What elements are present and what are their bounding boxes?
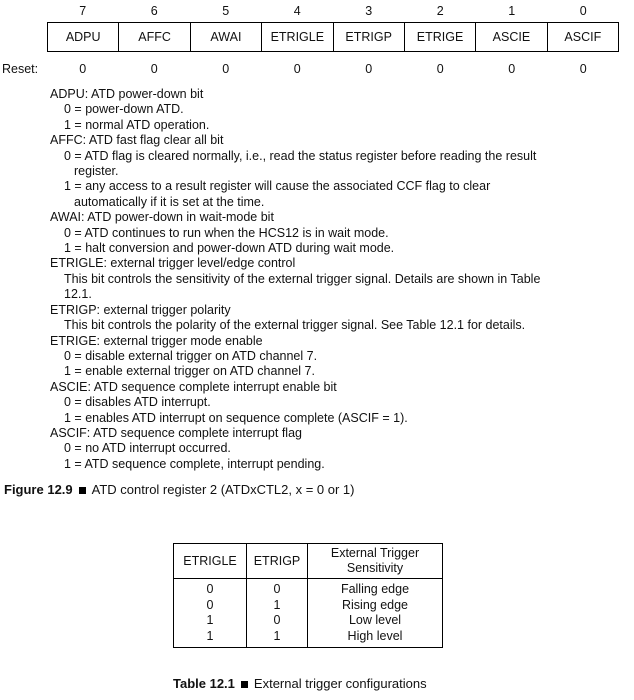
description-line: register. bbox=[74, 164, 119, 179]
bit-field-etrigle: ETRIGLE bbox=[262, 23, 333, 51]
table-cell: 0 bbox=[247, 579, 308, 598]
bit-number: 3 bbox=[365, 4, 373, 18]
bit-number-row bbox=[47, 4, 619, 20]
description-heading: AWAI: ATD power-down in wait-mode bit bbox=[50, 210, 274, 225]
bit-field-ascie: ASCIE bbox=[476, 23, 547, 51]
description-heading: ASCIF: ATD sequence complete interrupt flag bbox=[50, 425, 302, 440]
table-caption bbox=[173, 676, 427, 691]
square-bullet-icon bbox=[79, 487, 86, 494]
bit-number: 6 bbox=[150, 4, 158, 18]
header-etrigp: ETRIGP bbox=[247, 544, 308, 579]
table-cell: Low level bbox=[308, 613, 443, 629]
square-bullet-icon bbox=[241, 681, 248, 688]
bit-number: 1 bbox=[508, 4, 516, 18]
reset-value: 0 bbox=[222, 62, 230, 76]
description-line: 1 = enables ATD interrupt on sequence complete (ASCIF = 1). bbox=[64, 410, 408, 425]
bit-number: 5 bbox=[222, 4, 230, 18]
reset-value: 0 bbox=[365, 62, 373, 76]
reset-value: 0 bbox=[79, 62, 87, 76]
reset-value: 0 bbox=[436, 62, 444, 76]
table-cell: 0 bbox=[247, 613, 308, 629]
description-heading: ETRIGE: external trigger mode enable bbox=[50, 333, 263, 348]
description-line: 0 = disable external trigger on ATD channel 7. bbox=[64, 348, 318, 363]
table-caption-text: External trigger configurations bbox=[253, 676, 427, 691]
description-line: 1 = ATD sequence complete, interrupt pending. bbox=[64, 456, 325, 471]
register-bit-fields bbox=[47, 22, 619, 52]
header-etrigle: ETRIGLE bbox=[174, 544, 247, 579]
description-line: 1 = halt conversion and power-down ATD during wait mode. bbox=[64, 241, 395, 256]
table-row bbox=[174, 579, 443, 598]
table-row bbox=[174, 613, 443, 629]
figure-caption bbox=[4, 482, 354, 497]
description-line: 0 = ATD flag is cleared normally, i.e., read the status register before reading the result bbox=[64, 148, 537, 163]
bit-field-etrigp: ETRIGP bbox=[334, 23, 405, 51]
table-cell: 1 bbox=[247, 598, 308, 614]
description-heading: AFFC: ATD fast flag clear all bit bbox=[50, 133, 224, 148]
description-line: 0 = disables ATD interrupt. bbox=[64, 395, 211, 410]
bit-number: 0 bbox=[579, 4, 587, 18]
reset-value: 0 bbox=[579, 62, 587, 76]
description-heading: ETRIGP: external trigger polarity bbox=[50, 302, 231, 317]
table-cell: Rising edge bbox=[308, 598, 443, 614]
reset-value: 0 bbox=[508, 62, 516, 76]
table-cell: 0 bbox=[174, 598, 247, 614]
header-sensitivity bbox=[308, 544, 443, 579]
bit-number: 2 bbox=[436, 4, 444, 18]
bit-number: 7 bbox=[79, 4, 87, 18]
reset-value: 0 bbox=[150, 62, 158, 76]
bit-field-etrige: ETRIGE bbox=[405, 23, 476, 51]
description-line: 0 = ATD continues to run when the HCS12 is in wait mode. bbox=[64, 225, 389, 240]
bit-field-affc: AFFC bbox=[119, 23, 190, 51]
description-line: automatically if it is set at the time. bbox=[74, 194, 265, 209]
bit-descriptions bbox=[50, 87, 610, 472]
table-row bbox=[174, 629, 443, 648]
table-cell: 1 bbox=[174, 613, 247, 629]
bit-field-ascif: ASCIF bbox=[564, 30, 602, 44]
description-line: 1 = enable external trigger on ATD channel 7. bbox=[64, 364, 315, 379]
description-line: This bit controls the sensitivity of the external trigger signal. Details are shown in Table bbox=[64, 271, 541, 286]
bit-number: 4 bbox=[293, 4, 301, 18]
description-line: 1 = normal ATD operation. bbox=[64, 117, 210, 132]
table-cell: Falling edge bbox=[308, 579, 443, 598]
table-header-row bbox=[174, 544, 443, 579]
description-line: 1 = any access to a result register will cause the associated CCF flag to clear bbox=[64, 179, 491, 194]
description-line: 12.1. bbox=[64, 287, 92, 302]
table-cell: High level bbox=[308, 629, 443, 648]
reset-label: Reset: bbox=[2, 62, 39, 76]
bit-field-awai: AWAI bbox=[191, 23, 262, 51]
figure-caption-label: Figure 12.9 bbox=[4, 482, 73, 497]
description-heading: ETRIGLE: external trigger level/edge control bbox=[50, 256, 296, 271]
description-line: This bit controls the polarity of the external trigger signal. See Table 12.1 for details. bbox=[64, 318, 526, 333]
description-line: 0 = no ATD interrupt occurred. bbox=[64, 441, 231, 456]
header-sensitivity-text: External Trigger Sensitivity bbox=[330, 546, 420, 575]
table-row bbox=[174, 598, 443, 614]
description-heading: ASCIE: ATD sequence complete interrupt enable bit bbox=[50, 379, 337, 394]
reset-value-row bbox=[47, 62, 619, 78]
description-heading: ADPU: ATD power-down bit bbox=[50, 87, 204, 101]
bit-field-adpu: ADPU bbox=[48, 23, 119, 51]
trigger-config-table bbox=[173, 543, 443, 648]
figure-caption-text: ATD control register 2 (ATDxCTL2, x = 0 or 1) bbox=[91, 482, 355, 497]
table-caption-label: Table 12.1 bbox=[173, 676, 235, 691]
table-cell: 0 bbox=[174, 579, 247, 598]
table-cell: 1 bbox=[174, 629, 247, 648]
description-line: 0 = power-down ATD. bbox=[64, 102, 184, 117]
reset-value: 0 bbox=[293, 62, 301, 76]
table-cell: 1 bbox=[247, 629, 308, 648]
